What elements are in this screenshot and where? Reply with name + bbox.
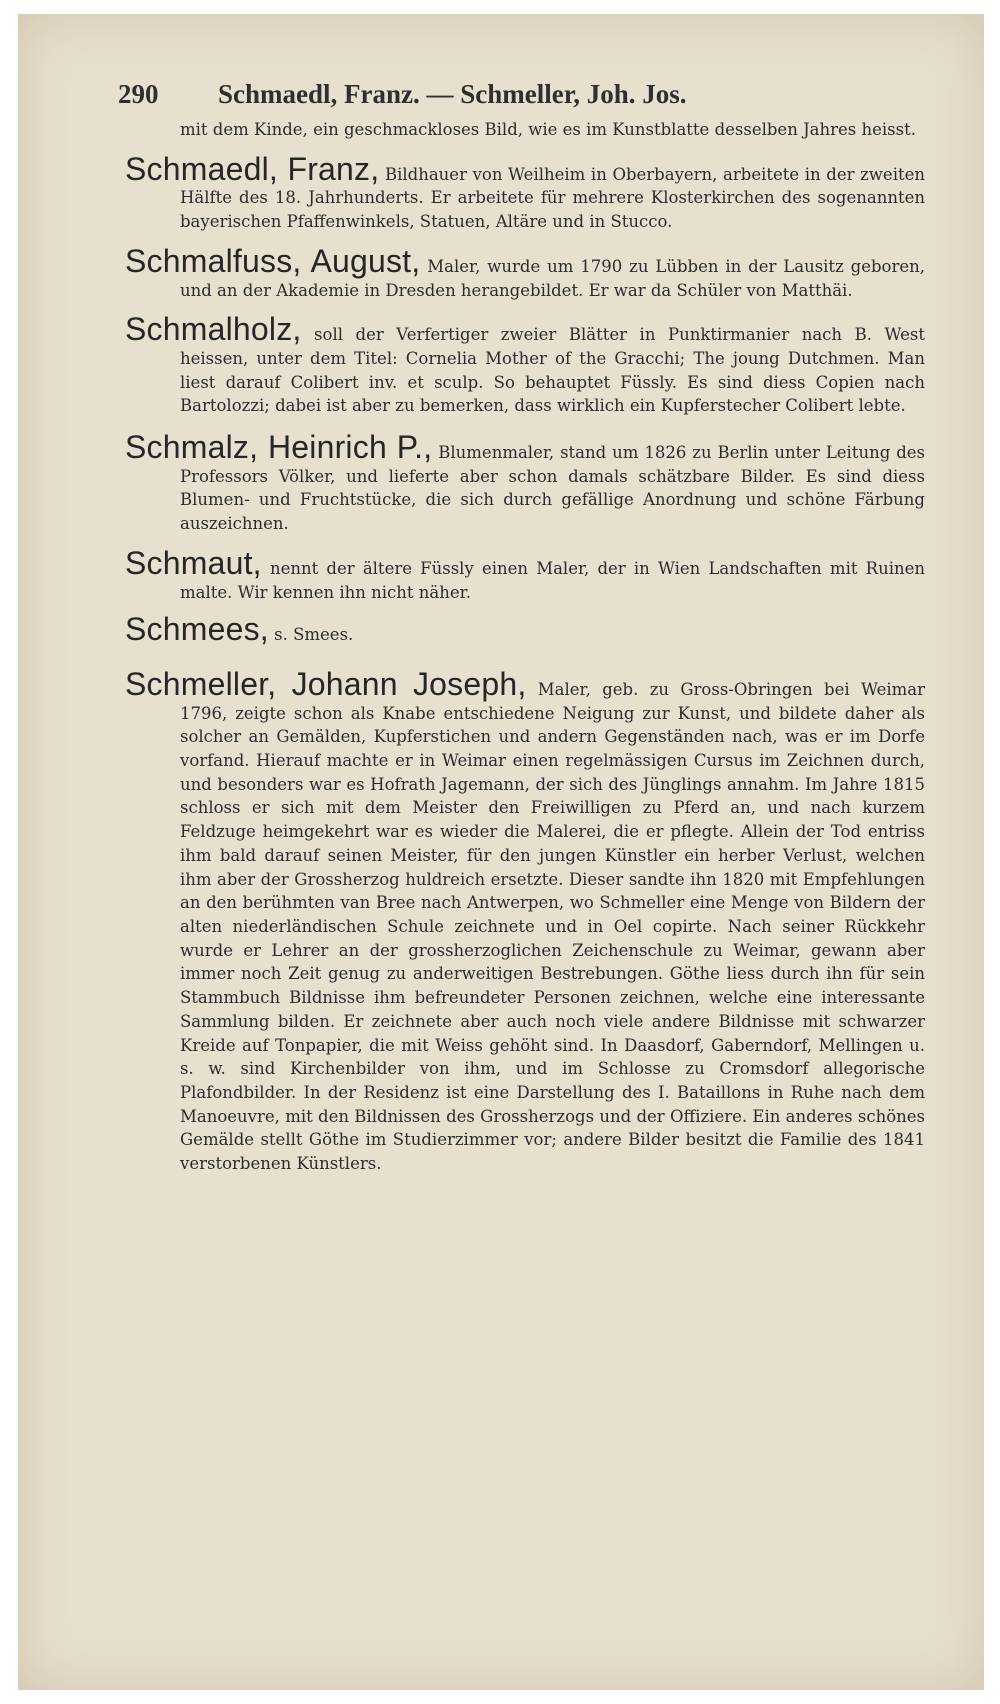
continuation-paragraph (125, 118, 925, 142)
entry-text: Bildhauer von Weilheim in Oberbayern, arbeitete in der zweiten Hälfte des 18. Jahrhunderts. Er arbeitete für mehrere Klosterkirchen des sogenannten bayerischen Pfaffenwinkels, Statuen, Altäre und in Stucco. (180, 164, 925, 232)
entry-text: mit dem Kinde, ein geschmackloses Bild, wie es im Kunstblatte desselben Jahres heisst. (180, 120, 916, 139)
entry-text: nennt der ältere Füssly einen Maler, der in Wien Landschaften mit Ruinen malte. Wir kennen ihn nicht näher. (180, 558, 925, 602)
entry-headword: Schmeller, Johann Joseph, (125, 665, 527, 702)
entry-headword: Schmaedl, Franz, (125, 150, 380, 187)
entry-schmalfuss (125, 242, 925, 302)
entry-schmaedl (125, 150, 925, 234)
entry-text: Maler, geb. zu Gross-Obringen bei Weimar 1796, zeigte schon als Knabe entschiedene Neigung zur Kunst, und bildete daher als solcher an Gemälden, Kupferstichen und andern Gegenständen nach, was er im Dorfe vorfand. Hierauf machte er in Weimar einen regelmässigen Cursus im Zeichnen durch, und besonders war es Hofrath Jagemann, der sich des Jünglings annahm. Im Jahre 1815 schloss er sich mit dem Meister den Freiwilligen zu Pferd an, und nach kurzem Feldzuge heimgekehrt war es wieder die Malerei, die er pflegte. Allein der Tod entriss ihm bald darauf seinen Meister, für den jungen Künstler ein herber Verlust, welchen ihm aber der Grossherzog huldreich ersetzte. Dieser sandte ihn 1820 mit Empfehlungen an den berühmten van Bree nach Antwerpen, wo Schmeller eine Menge von Bildern der alten niederländischen Schule zeichnete und in Oel copirte. Nach seiner Rückkehr wurde er Lehrer an der grossherzoglichen Zeichenschule zu Weimar, gewann aber immer noch Zeit genug zu anderweitigen Bestrebungen. Göthe liess durch ihn für sein Stammbuch Bildnisse ihm befreundeter Personen zeichnen, welche eine interessante Sammlung bilden. Er zeichnete aber auch noch viele andere Bildnisse mit schwarzer Kreide auf Tonpapier, die mit Weiss gehöht sind. In Daasdorf, Gaberndorf, Mellingen u. s. w. sind Kirchenbilder von ihm, und im Schlosse zu Cromsdorf allegorische Plafondbilder. In der Residenz ist eine Darstellung des I. Bataillons in Ruhe nach dem Manoeuvre, mit den Bildnissen des Grossherzogs und der Offiziere. Ein anderes schönes Gemälde stellt Göthe im Studierzimmer vor; andere Bilder besitzt die Familie des 1841 verstorbenen Künstlers. (180, 679, 926, 1174)
entry-headword: Schmaut, (125, 544, 262, 581)
blank-bottom-margin (18, 1490, 984, 1690)
entry-headword: Schmees, (125, 611, 269, 648)
entry-schmees (125, 611, 925, 648)
entry-headword: Schmalz, Heinrich P., (125, 429, 433, 466)
entry-text: soll der Verfertiger zweier Blätter in Punktirmanier nach B. West heissen, unter dem Titel: Cornelia Mother of the Gracchi; The joung Dutchmen. Man liest darauf Colibert inv. et sculp. So behauptet Füssly. Es sind diess Copien nach Bartolozzi; dabei ist aber zu bemerken, dass wirklich ein Kupferstecher Colibert lebte. (180, 325, 925, 416)
page-number: 290 (118, 79, 159, 109)
page-header (118, 74, 925, 114)
entry-headword: Schmalholz, (125, 311, 302, 348)
running-head: Schmaedl, Franz. — Schmeller, Joh. Jos. (218, 79, 687, 109)
entry-text: s. Smees. (274, 625, 354, 645)
scanned-page (18, 14, 984, 1690)
entry-text: Blumenmaler, stand um 1826 zu Berlin unter Leitung des Professors Völker, und lieferte aber schon damals schätzbare Bilder. Es sind diess Blumen- und Fruchtstücke, die sich durch gefällige Anordnung und schöne Färbung auszeichnen. (180, 443, 926, 534)
entry-schmalholz (125, 311, 925, 418)
entry-schmaut (125, 544, 925, 604)
page-content (118, 74, 926, 1176)
entry-headword: Schmalfuss, August, (125, 242, 421, 279)
entry-schmeller (125, 665, 926, 1176)
entry-schmalz (125, 429, 926, 536)
entry-text: Maler, wurde um 1790 zu Lübben in der Lausitz geboren, und an der Akademie in Dresden herangebildet. Er war da Schüler von Matthäi. (180, 256, 925, 300)
